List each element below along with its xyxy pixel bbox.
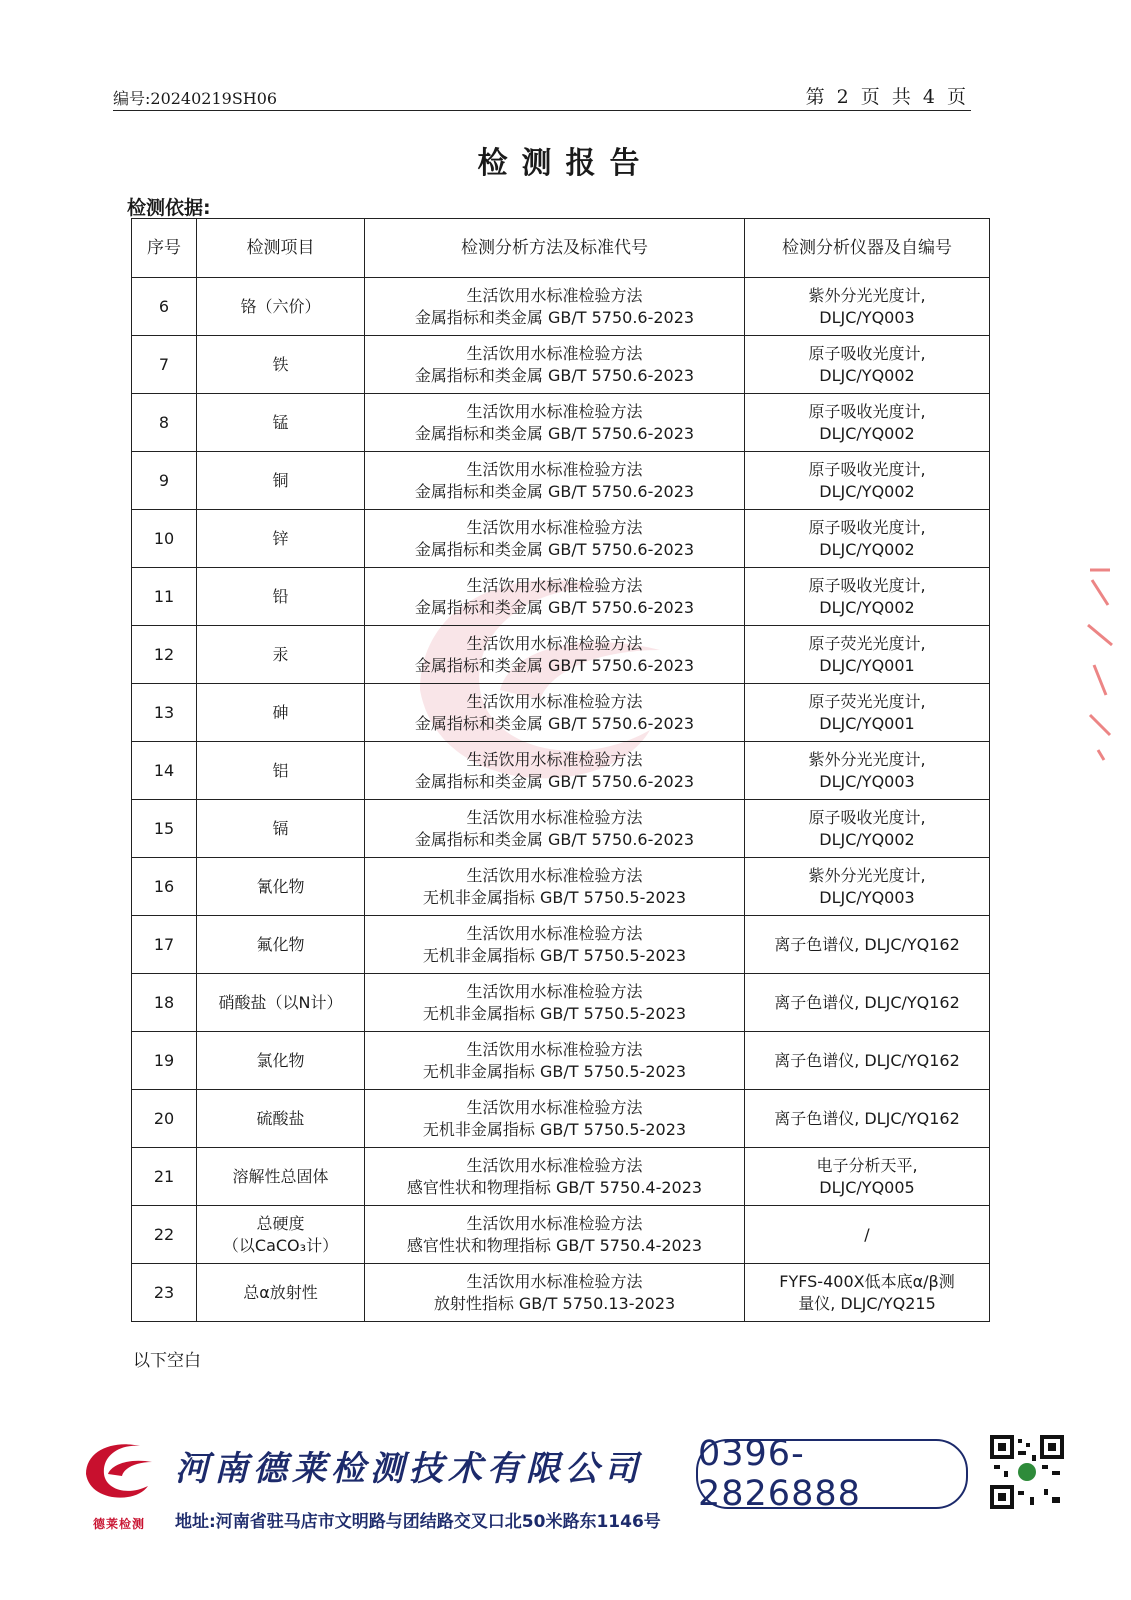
test-instrument-text: DLJC/YQ001: [819, 713, 915, 733]
test-method: [365, 1264, 745, 1322]
row-number: [132, 394, 197, 452]
row-number-text: 15: [153, 818, 175, 838]
test-method-text: 金属指标和类金属 GB/T 5750.6-2023: [414, 307, 695, 327]
test-instrument: [745, 452, 990, 510]
test-method: [365, 278, 745, 336]
test-instrument-text: DLJC/YQ001: [819, 655, 915, 675]
test-item-text: 铝: [272, 760, 289, 780]
test-instrument-text: 原子荧光光度计,: [808, 633, 926, 653]
test-item: [197, 858, 365, 916]
page-title: 检测报告: [477, 146, 654, 181]
test-instrument: [745, 278, 990, 336]
table-row: [132, 742, 990, 800]
test-item: [197, 684, 365, 742]
test-instrument: [745, 336, 990, 394]
test-instrument: [745, 1264, 990, 1322]
test-method-text: 无机非金属指标 GB/T 5750.5-2023: [422, 1119, 687, 1139]
test-item-text: 镉: [272, 818, 289, 838]
test-instrument-text: 离子色谱仪, DLJC/YQ162: [774, 1108, 960, 1128]
test-method: [365, 800, 745, 858]
test-instrument-text: 紫外分光光度计,: [808, 865, 926, 885]
logo-text: 德莱检测: [92, 1517, 145, 1531]
test-instrument: [745, 568, 990, 626]
test-instrument: [745, 626, 990, 684]
test-method: [365, 452, 745, 510]
test-item: [197, 626, 365, 684]
test-method-text: 生活饮用水标准检验方法: [466, 575, 643, 595]
test-item: [197, 974, 365, 1032]
test-instrument-text: 紫外分光光度计,: [808, 285, 926, 305]
test-instrument-text: /: [864, 1224, 870, 1244]
test-method: [365, 568, 745, 626]
row-number-text: 9: [158, 470, 170, 490]
test-method-text: 金属指标和类金属 GB/T 5750.6-2023: [414, 481, 695, 501]
row-number-text: 11: [153, 586, 175, 606]
test-instrument: [745, 974, 990, 1032]
test-method-text: 金属指标和类金属 GB/T 5750.6-2023: [414, 597, 695, 617]
test-item-text: 硝酸盐（以N计）: [218, 992, 343, 1012]
table-row: [132, 568, 990, 626]
test-method: [365, 684, 745, 742]
test-method-text: 生活饮用水标准检验方法: [466, 401, 643, 421]
row-number-text: 14: [153, 760, 175, 780]
test-instrument-text: 原子吸收光度计,: [808, 807, 926, 827]
test-method-text: 生活饮用水标准检验方法: [466, 749, 643, 769]
test-instrument-text: DLJC/YQ002: [819, 481, 915, 501]
row-number: [132, 626, 197, 684]
test-instrument: [745, 742, 990, 800]
test-instrument-text: 原子吸收光度计,: [808, 575, 926, 595]
test-item: [197, 510, 365, 568]
test-instrument-text: FYFS-400X低本底α/β测: [779, 1271, 955, 1291]
test-instrument-text: DLJC/YQ002: [819, 829, 915, 849]
test-item: [197, 452, 365, 510]
row-number: [132, 1264, 197, 1322]
test-instrument-text: 原子吸收光度计,: [808, 401, 926, 421]
test-method-text: 生活饮用水标准检验方法: [466, 1097, 643, 1117]
row-number-text: 8: [158, 412, 170, 432]
test-item-text: 氰化物: [256, 876, 305, 896]
row-number: [132, 974, 197, 1032]
row-number-text: 22: [153, 1224, 175, 1244]
test-method: [365, 1206, 745, 1264]
test-method-text: 生活饮用水标准检验方法: [466, 923, 643, 943]
test-item-text: 溶解性总固体: [232, 1166, 329, 1186]
test-method: [365, 394, 745, 452]
row-number: [132, 800, 197, 858]
test-item-text: 砷: [272, 702, 289, 722]
test-item-text: 锰: [272, 412, 289, 432]
table-row: [132, 800, 990, 858]
company-name: 河南德莱检测技术有限公司: [175, 1449, 643, 1489]
test-method: [365, 626, 745, 684]
table-row: [132, 1032, 990, 1090]
row-number: [132, 916, 197, 974]
test-instrument-text: DLJC/YQ005: [819, 1177, 915, 1197]
test-instrument: [745, 394, 990, 452]
header-cell: 检测分析仪器及自编号: [745, 219, 990, 278]
test-instrument-text: 原子吸收光度计,: [808, 459, 926, 479]
test-instrument: [745, 1206, 990, 1264]
phone-box: [696, 1434, 968, 1514]
test-method: [365, 858, 745, 916]
test-method-text: 金属指标和类金属 GB/T 5750.6-2023: [414, 771, 695, 791]
test-method-text: 生活饮用水标准检验方法: [466, 517, 643, 537]
test-item-text: 铬（六价）: [240, 296, 321, 316]
row-number: [132, 1090, 197, 1148]
test-method: [365, 510, 745, 568]
inspection-basis-table: [131, 218, 990, 1322]
test-method-text: 生活饮用水标准检验方法: [466, 691, 643, 711]
test-item: [197, 1264, 365, 1322]
table-row: [132, 1264, 990, 1322]
row-number: [132, 684, 197, 742]
table-body: [132, 278, 990, 1322]
seal-stamp-icon: [1080, 565, 1120, 765]
test-method-text: 生活饮用水标准检验方法: [466, 807, 643, 827]
test-method-text: 生活饮用水标准检验方法: [466, 1271, 643, 1291]
test-item: [197, 336, 365, 394]
test-item: [197, 278, 365, 336]
basis-label: 检测依据:: [127, 197, 211, 219]
test-method-text: 生活饮用水标准检验方法: [466, 981, 643, 1001]
test-method: [365, 974, 745, 1032]
test-method-text: 无机非金属指标 GB/T 5750.5-2023: [422, 887, 687, 907]
test-instrument-text: 离子色谱仪, DLJC/YQ162: [774, 1050, 960, 1070]
test-method-text: 感官性状和物理指标 GB/T 5750.4-2023: [406, 1235, 703, 1255]
test-method-text: 生活饮用水标准检验方法: [466, 1039, 643, 1059]
test-method-text: 生活饮用水标准检验方法: [466, 633, 643, 653]
test-item-text: 氯化物: [256, 1050, 305, 1070]
table-header-row: [132, 219, 990, 278]
row-number: [132, 278, 197, 336]
company-footer: [0, 1425, 1131, 1545]
table-row: [132, 1206, 990, 1264]
test-instrument-text: 紫外分光光度计,: [808, 749, 926, 769]
company-logo-icon: [80, 1438, 158, 1506]
phone-number: 0396-2826888: [698, 1434, 861, 1514]
test-method: [365, 1148, 745, 1206]
row-number-text: 13: [153, 702, 175, 722]
test-item: [197, 800, 365, 858]
test-item-text: 铁: [272, 354, 289, 374]
row-number-text: 7: [158, 354, 170, 374]
table-row: [132, 974, 990, 1032]
table-row: [132, 278, 990, 336]
qr-code-icon: [990, 1435, 1064, 1509]
table-row: [132, 858, 990, 916]
test-item-text: （以CaCO₃计）: [222, 1235, 339, 1255]
test-method: [365, 742, 745, 800]
test-method-text: 无机非金属指标 GB/T 5750.5-2023: [422, 945, 687, 965]
test-item-text: 汞: [272, 644, 289, 664]
header-cell: 检测项目: [197, 219, 365, 278]
page-info: 第 2 页 共 4 页: [805, 86, 969, 108]
test-instrument: [745, 916, 990, 974]
test-instrument: [745, 1032, 990, 1090]
test-method-text: 金属指标和类金属 GB/T 5750.6-2023: [414, 539, 695, 559]
test-instrument-text: DLJC/YQ002: [819, 423, 915, 443]
table-row: [132, 1090, 990, 1148]
table-row: [132, 684, 990, 742]
test-method-text: 生活饮用水标准检验方法: [466, 285, 643, 305]
test-item-text: 锌: [272, 528, 289, 548]
test-method-text: 无机非金属指标 GB/T 5750.5-2023: [422, 1003, 687, 1023]
test-method-text: 生活饮用水标准检验方法: [466, 1213, 643, 1233]
test-method-text: 无机非金属指标 GB/T 5750.5-2023: [422, 1061, 687, 1081]
test-method: [365, 1032, 745, 1090]
test-item-text: 氟化物: [256, 934, 305, 954]
test-method: [365, 336, 745, 394]
test-item: [197, 916, 365, 974]
test-item: [197, 1090, 365, 1148]
header-cell: 序号: [132, 219, 197, 278]
row-number: [132, 336, 197, 394]
test-method-text: 放射性指标 GB/T 5750.13-2023: [433, 1293, 676, 1313]
test-instrument-text: 原子吸收光度计,: [808, 343, 926, 363]
row-number-text: 21: [153, 1166, 175, 1186]
table-row: [132, 1148, 990, 1206]
row-number-text: 19: [153, 1050, 175, 1070]
test-instrument: [745, 684, 990, 742]
test-method-text: 感官性状和物理指标 GB/T 5750.4-2023: [406, 1177, 703, 1197]
test-item-text: 铅: [272, 586, 289, 606]
test-method-text: 生活饮用水标准检验方法: [466, 459, 643, 479]
test-instrument: [745, 1148, 990, 1206]
test-instrument-text: DLJC/YQ003: [819, 771, 915, 791]
header-cell: 检测分析方法及标准代号: [365, 219, 745, 278]
test-method-text: 金属指标和类金属 GB/T 5750.6-2023: [414, 365, 695, 385]
company-address: 地址:河南省驻马店市文明路与团结路交叉口北50米路东1146号: [175, 1512, 661, 1532]
row-number-text: 20: [153, 1108, 175, 1128]
report-number: 编号:20240219SH06: [113, 89, 278, 108]
table-row: [132, 394, 990, 452]
test-instrument: [745, 510, 990, 568]
row-number: [132, 452, 197, 510]
test-method-text: 金属指标和类金属 GB/T 5750.6-2023: [414, 655, 695, 675]
test-instrument-text: 电子分析天平,: [816, 1155, 918, 1175]
test-item: [197, 1148, 365, 1206]
test-instrument-text: DLJC/YQ003: [819, 887, 915, 907]
test-instrument-text: 量仪, DLJC/YQ215: [798, 1293, 936, 1313]
test-item: [197, 1032, 365, 1090]
test-method-text: 金属指标和类金属 GB/T 5750.6-2023: [414, 713, 695, 733]
row-number: [132, 1206, 197, 1264]
test-instrument-text: DLJC/YQ003: [819, 307, 915, 327]
test-method-text: 金属指标和类金属 GB/T 5750.6-2023: [414, 423, 695, 443]
test-instrument-text: DLJC/YQ002: [819, 539, 915, 559]
test-method: [365, 1090, 745, 1148]
test-item: [197, 568, 365, 626]
header: [113, 86, 971, 111]
test-method-text: 金属指标和类金属 GB/T 5750.6-2023: [414, 829, 695, 849]
test-method: [365, 916, 745, 974]
row-number-text: 12: [153, 644, 175, 664]
footer-note: 以下空白: [133, 1351, 201, 1371]
test-instrument-text: 原子荧光光度计,: [808, 691, 926, 711]
test-instrument: [745, 1090, 990, 1148]
test-item: [197, 742, 365, 800]
table-row: [132, 916, 990, 974]
test-method-text: 生活饮用水标准检验方法: [466, 343, 643, 363]
test-instrument-text: DLJC/YQ002: [819, 365, 915, 385]
row-number: [132, 568, 197, 626]
table-row: [132, 336, 990, 394]
row-number: [132, 858, 197, 916]
row-number-text: 17: [153, 934, 175, 954]
table-row: [132, 510, 990, 568]
row-number: [132, 1148, 197, 1206]
test-item-text: 总硬度: [256, 1213, 305, 1233]
row-number-text: 23: [153, 1282, 175, 1302]
test-instrument: [745, 858, 990, 916]
test-instrument-text: 离子色谱仪, DLJC/YQ162: [774, 934, 960, 954]
row-number-text: 16: [153, 876, 175, 896]
test-item: [197, 1206, 365, 1264]
table-row: [132, 626, 990, 684]
row-number-text: 18: [153, 992, 175, 1012]
test-item: [197, 394, 365, 452]
test-item-text: 总α放射性: [243, 1282, 318, 1302]
test-instrument-text: 原子吸收光度计,: [808, 517, 926, 537]
row-number: [132, 742, 197, 800]
test-method-text: 生活饮用水标准检验方法: [466, 865, 643, 885]
test-instrument-text: DLJC/YQ002: [819, 597, 915, 617]
test-instrument: [745, 800, 990, 858]
row-number-text: 10: [153, 528, 175, 548]
row-number: [132, 510, 197, 568]
test-instrument-text: 离子色谱仪, DLJC/YQ162: [774, 992, 960, 1012]
test-method-text: 生活饮用水标准检验方法: [466, 1155, 643, 1175]
table-row: [132, 452, 990, 510]
row-number: [132, 1032, 197, 1090]
test-item-text: 硫酸盐: [256, 1108, 305, 1128]
row-number-text: 6: [158, 296, 170, 316]
test-item-text: 铜: [272, 470, 289, 490]
